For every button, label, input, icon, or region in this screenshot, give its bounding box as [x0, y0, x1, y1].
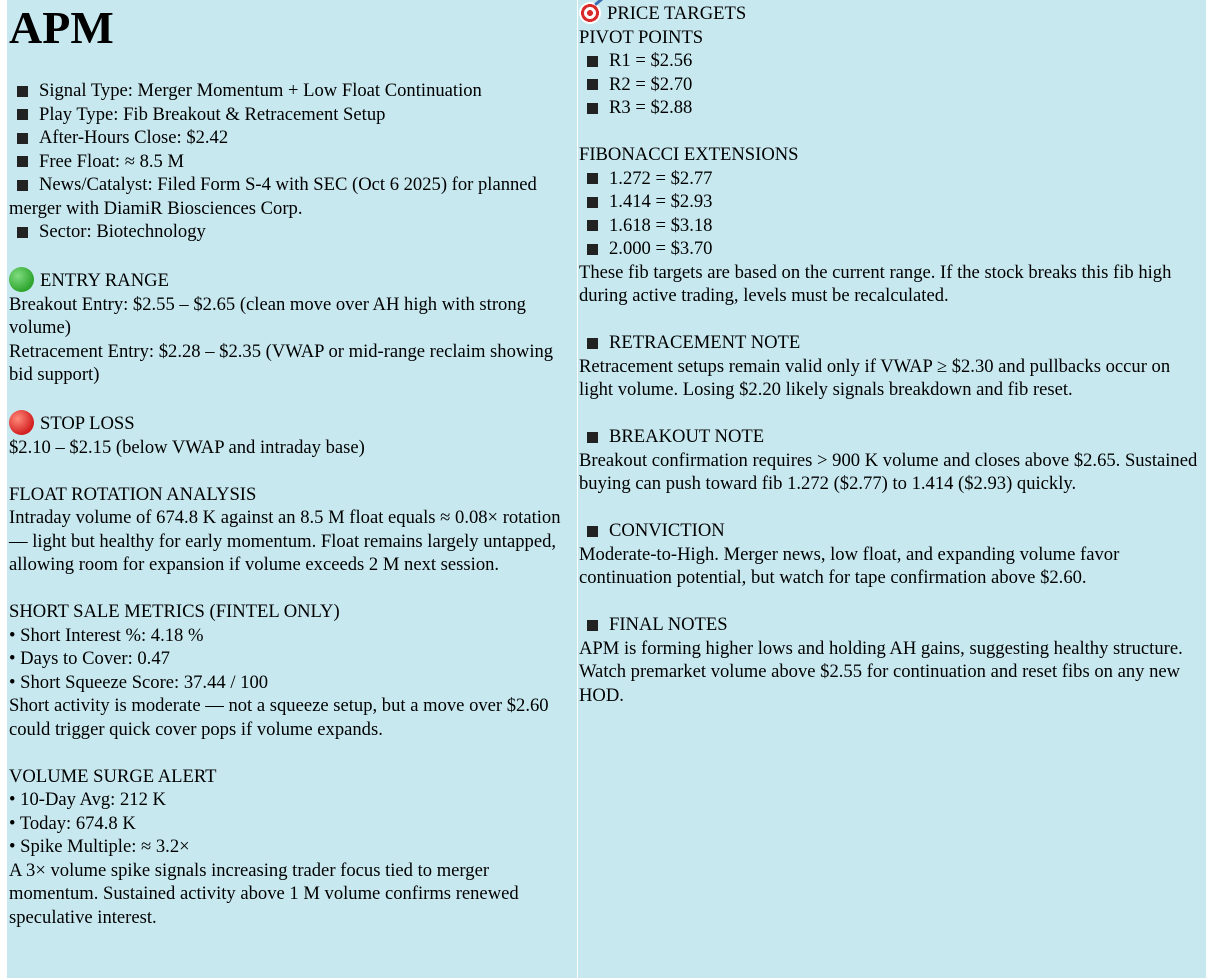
overview-list [9, 79, 577, 244]
float-rotation-heading: FLOAT ROTATION ANALYSIS [9, 483, 257, 505]
overview-item: Sector: Biotechnology [9, 220, 577, 244]
square-bullet-icon [17, 133, 28, 144]
fib-section [579, 143, 1206, 308]
stop-heading: STOP LOSS [9, 410, 577, 436]
green-circle-icon [9, 267, 34, 292]
square-bullet-icon [17, 156, 28, 167]
page-title: APM [9, 2, 114, 53]
fib-item: 1.414 = $2.93 [579, 190, 1206, 214]
pivot-item: R1 = $2.56 [579, 49, 1206, 73]
square-bullet-icon [587, 220, 598, 231]
conviction-body: Moderate-to-High. Merger news, low float, and expanding volume favor continuation potential, but watch for tape confirmation above $2.60. [579, 543, 1120, 588]
square-bullet-icon [587, 56, 598, 67]
square-bullet-icon [587, 79, 598, 90]
breakout-note-body: Breakout confirmation requires > 900 K volume and closes above $2.65. Sustained buying can push toward fib 1.272 ($2.77) to 1.414 ($2.93) quickly. [579, 449, 1198, 494]
fib-item: 2.000 = $3.70 [579, 237, 1206, 261]
square-bullet-icon [17, 180, 28, 191]
fib-item: 1.272 = $2.77 [579, 167, 1206, 191]
breakout-note-heading: BREAKOUT NOTE [579, 425, 1206, 449]
square-bullet-icon [587, 620, 598, 631]
volume-item: • 10-Day Avg: 212 K [9, 789, 166, 810]
square-bullet-icon [587, 432, 598, 443]
fib-item: 1.618 = $3.18 [579, 214, 1206, 238]
entry-line: Breakout Entry: $2.55 – $2.65 (clean move over AH high with strong volume) [9, 293, 526, 338]
left-column [7, 0, 577, 978]
targets-heading: PRICE TARGETS [579, 2, 1206, 26]
entry-heading: ENTRY RANGE [9, 267, 577, 293]
final-notes-heading: FINAL NOTES [579, 613, 1206, 637]
fib-note: These fib targets are based on the current range. If the stock breaks this fib high during active trading, levels must be recalculated. [579, 261, 1172, 306]
short-sale-item: • Short Squeeze Score: 37.44 / 100 [9, 671, 269, 693]
overview-item: After-Hours Close: $2.42 [9, 126, 577, 150]
retracement-note-section [579, 331, 1206, 402]
short-sale-item: • Short Interest %: 4.18 % [9, 624, 204, 646]
volume-section [9, 765, 577, 930]
square-bullet-icon [587, 173, 598, 184]
breakout-note-section [579, 425, 1206, 496]
pivot-item: R2 = $2.70 [579, 73, 1206, 97]
final-notes-body: APM is forming higher lows and holding AH gains, suggesting healthy structure. Watch premarket volume above $2.55 for continuation and reset fibs on any new HOD. [579, 637, 1183, 706]
overview-item: Free Float: ≈ 8.5 M [9, 150, 577, 174]
final-notes-section [579, 613, 1206, 707]
square-bullet-icon [587, 244, 598, 255]
pivot-heading: PIVOT POINTS [579, 26, 704, 48]
direct-hit-target-icon [579, 2, 601, 24]
right-column [578, 0, 1206, 978]
overview-item: News/Catalyst: Filed Form S-4 with SEC (Oct 6 2025) for planned merger with DiamiR Biosciences Corp. [9, 174, 537, 219]
overview-item: Signal Type: Merger Momentum + Low Float Continuation [9, 79, 577, 103]
square-bullet-icon [17, 109, 28, 120]
volume-item: • Today: 674.8 K [9, 812, 136, 834]
volume-heading: VOLUME SURGE ALERT [9, 765, 217, 787]
float-rotation-body: Intraday volume of 674.8 K against an 8.5 M float equals ≈ 0.08× rotation — light but healthy for early momentum. Float remains largely untapped, allowing room for expansion if volume exceeds 2 M next session. [9, 507, 561, 575]
overview-item: Play Type: Fib Breakout & Retracement Setup [9, 103, 577, 127]
float-rotation-section [9, 483, 577, 577]
square-bullet-icon [587, 338, 598, 349]
short-sale-body: Short activity is moderate — not a squeeze setup, but a move over $2.60 could trigger quick cover pops if volume expands. [9, 695, 549, 740]
square-bullet-icon [587, 197, 598, 208]
short-sale-heading: SHORT SALE METRICS (FINTEL ONLY) [9, 601, 340, 622]
fib-heading: FIBONACCI EXTENSIONS [579, 144, 799, 165]
stop-line: $2.10 – $2.15 (below VWAP and intraday base) [9, 436, 365, 458]
square-bullet-icon [587, 103, 598, 114]
red-circle-icon [9, 410, 34, 435]
volume-item: • Spike Multiple: ≈ 3.2× [9, 836, 190, 857]
retracement-note-heading: RETRACEMENT NOTE [579, 331, 1206, 355]
entry-line: Retracement Entry: $2.28 – $2.35 (VWAP or mid-range reclaim showing bid support) [9, 340, 554, 385]
square-bullet-icon [17, 227, 28, 238]
short-sale-item: • Days to Cover: 0.47 [9, 648, 170, 669]
pivot-item: R3 = $2.88 [579, 96, 1206, 120]
volume-body: A 3× volume spike signals increasing trader focus tied to merger momentum. Sustained activity above 1 M volume confirms renewed speculative interest. [9, 859, 519, 928]
entry-section [9, 267, 577, 387]
retracement-note-body: Retracement setups remain valid only if VWAP ≥ $2.30 and pullbacks occur on light volume. Losing $2.20 likely signals breakdown and fib reset. [579, 355, 1171, 400]
conviction-section [579, 519, 1206, 590]
targets-section [579, 2, 1206, 120]
short-sale-section [9, 600, 577, 741]
conviction-heading: CONVICTION [579, 519, 1206, 543]
square-bullet-icon [17, 86, 28, 97]
square-bullet-icon [587, 526, 598, 537]
stop-section [9, 410, 577, 459]
